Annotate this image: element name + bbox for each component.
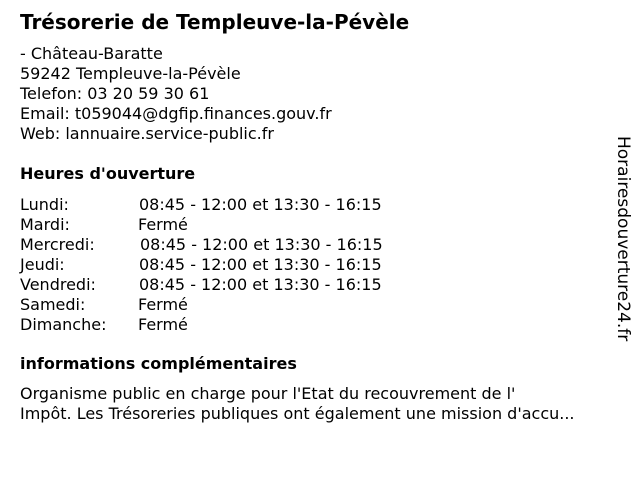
- hours-row-mercredi: [20, 235, 440, 255]
- hours-day: Mardi:: [20, 215, 70, 234]
- description-line: Organisme public en charge pour l'Etat du recouvrement de l': [20, 384, 516, 403]
- hours-time: Fermé: [138, 215, 188, 234]
- hours-row-lundi: [20, 195, 440, 215]
- description: [20, 384, 630, 424]
- hours-day: Jeudi:: [20, 255, 65, 274]
- hours-day: Samedi:: [20, 295, 86, 314]
- hours-day: Dimanche:: [20, 315, 107, 334]
- page-title: Trésorerie de Templeuve-la-Pévèle: [20, 10, 410, 34]
- hours-day: Mercredi:: [20, 235, 95, 254]
- info-heading: informations complémentaires: [20, 354, 297, 373]
- hours-time: Fermé: [138, 315, 188, 334]
- hours-time: 08:45 - 12:00 et 13:30 - 16:15: [139, 195, 382, 214]
- hours-day: Lundi:: [20, 195, 69, 214]
- hours-time: Fermé: [138, 295, 188, 314]
- hours-time: 08:45 - 12:00 et 13:30 - 16:15: [139, 275, 382, 294]
- hours-row-dimanche: [20, 315, 440, 335]
- hours-row-jeudi: [20, 255, 440, 275]
- hours-day: Vendredi:: [20, 275, 96, 294]
- address-phone[interactable]: Telefon: 03 20 59 30 61: [20, 84, 210, 103]
- address-street: - Château-Baratte: [20, 44, 163, 63]
- hours-table: [20, 195, 440, 335]
- hours-time: 08:45 - 12:00 et 13:30 - 16:15: [139, 255, 382, 274]
- hours-row-samedi: [20, 295, 440, 315]
- address-block: [20, 44, 332, 144]
- address-city: 59242 Templeuve-la-Pévèle: [20, 64, 241, 83]
- hours-heading: Heures d'ouverture: [20, 164, 196, 183]
- site-watermark: Horairesdouverture24.fr: [613, 136, 633, 342]
- hours-row-mardi: [20, 215, 440, 235]
- address-web[interactable]: Web: lannuaire.service-public.fr: [20, 124, 274, 143]
- hours-time: 08:45 - 12:00 et 13:30 - 16:15: [140, 235, 383, 254]
- description-line: Impôt. Les Trésoreries publiques ont également une mission d'accu...: [20, 404, 575, 423]
- address-email[interactable]: Email: t059044@dgfip.finances.gouv.fr: [20, 104, 332, 123]
- hours-row-vendredi: [20, 275, 440, 295]
